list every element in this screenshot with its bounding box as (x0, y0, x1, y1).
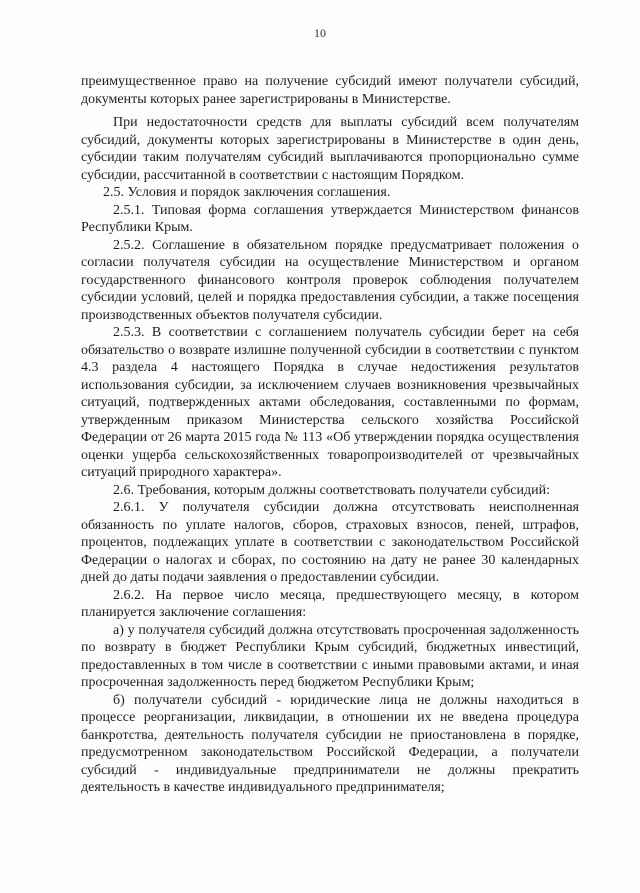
paragraph-2-5-3: 2.5.3. В соответствии с соглашением получатель субсидии берет на себя обязательство о возврате излишне полученной субсидии в соответствии с пунктом 4.3 раздела 4 настоящего Порядка в случае недостижения результатов использования субсидии, за исключением случаев возникновения чрезвычайных ситуаций, подтвержденных актами обследования, составленными по формам, утвержденным приказом Министерства сельского хозяйства Российской Федерации от 26 марта 2015 года № 113 «Об утверждении порядка осуществления оценки ущерба сельскохозяйственных товаропроизводителей от чрезвычайных ситуаций природного характера». (81, 325, 579, 480)
document-body (81, 73, 579, 797)
paragraph-item-b: б) получатели субсидий - юридические лица не должны находиться в процессе реорганизации, ликвидации, в отношении их не введена процедура банкротства, деятельность получателя субсидии не приостановлена в порядке, предусмотренном законодательством Российской Федерации, а получатели субсидий - индивидуальные предприниматели не должны прекратить деятельность в качестве индивидуального предпринимателя; (81, 692, 579, 795)
paragraph-2-5-1: 2.5.1. Типовая форма соглашения утверждается Министерством финансов Республики Крым. (81, 202, 579, 235)
paragraph-insufficient-funds: При недостаточности средств для выплаты субсидий всем получателям субсидий, документы которых зарегистрированы в Министерстве в один день, субсидии таким получателям субсидий выплачиваются пропорционально сумме субсидии, рассчитанной в соответствии с настоящим Порядком. (81, 115, 579, 183)
paragraph-2-6-2: 2.6.2. На первое число месяца, предшествующего месяцу, в котором планируется заключение соглашения: (81, 587, 579, 620)
paragraph-2-6-1: 2.6.1. У получателя субсидии должна отсутствовать неисполненная обязанность по уплате налогов, сборов, страховых взносов, пеней, штрафов, процентов, подлежащих уплате в соответствии с законодательством Российской Федерации о налогах и сборах, по состоянию на дату не ранее 30 календарных дней до даты подачи заявления о предоставлении субсидии. (81, 500, 579, 585)
page-number: 10 (314, 26, 326, 40)
paragraph-2-5-2: 2.5.2. Соглашение в обязательном порядке предусматривает положения о согласии получателя субсидии на осуществление Министерством и органом государственного финансового контроля проверок соблюдения получателем субсидии условий, целей и порядка предоставления субсидии, а также посещения производственных объектов получателя субсидии. (81, 237, 579, 323)
section-heading-2-6: 2.6. Требования, которым должны соответствовать получатели субсидий: (113, 482, 550, 498)
paragraph-continuation: преимущественное право на получение субсидий имеют получатели субсидий, документы которых ранее зарегистрированы в Министерстве. (81, 74, 579, 107)
section-heading-2-5: 2.5. Условия и порядок заключения соглашения. (103, 185, 391, 200)
paragraph-item-a: а) у получателя субсидий должна отсутствовать просроченная задолженность по возврату в бюджет Республики Крым субсидий, бюджетных инвестиций, предоставленных в том числе в соответствии с иными правовыми актами, и иная просроченная задолженность перед бюджетом Республики Крым; (81, 622, 579, 690)
